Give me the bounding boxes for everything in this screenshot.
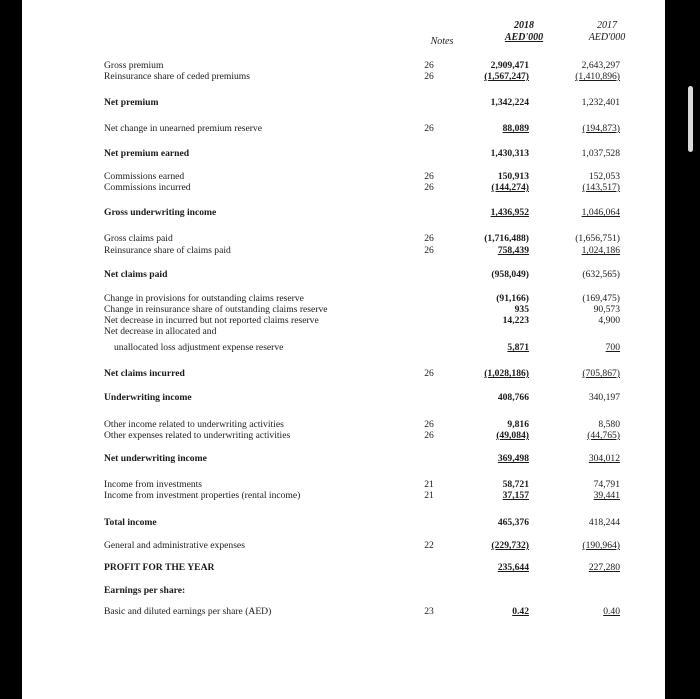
row-label: Underwriting income — [104, 392, 192, 403]
value-2018: (91,166) — [496, 293, 529, 304]
row-label: Total income — [104, 517, 157, 528]
row-label: Earnings per share: — [104, 585, 186, 596]
value-2017: (632,565) — [582, 269, 620, 280]
row-label: PROFIT FOR THE YEAR — [104, 562, 215, 573]
table-row — [22, 269, 665, 281]
table-row — [22, 562, 665, 574]
value-2017: 340,197 — [588, 392, 620, 403]
value-2018: 465,376 — [497, 517, 529, 528]
column-header-2018 — [484, 20, 564, 44]
table-row — [22, 453, 665, 465]
value-2017: (143,517) — [582, 182, 620, 193]
table-row — [22, 606, 665, 618]
value-2018: 58,721 — [502, 479, 529, 490]
row-note: 26 — [424, 71, 434, 82]
value-2018: 88,089 — [502, 123, 529, 134]
value-2017: 39,441 — [593, 490, 620, 501]
value-2018: (1,567,247) — [484, 71, 529, 82]
table-row — [22, 326, 665, 338]
value-2017: 418,244 — [588, 517, 620, 528]
value-2017: 2,643,297 — [581, 60, 620, 71]
year-2018: 2018 — [514, 20, 534, 31]
value-2018: 150,913 — [497, 171, 529, 182]
table-row — [22, 392, 665, 404]
row-label: Other income related to underwriting activities — [104, 419, 284, 430]
column-header-2017 — [572, 20, 642, 44]
value-2017: 90,573 — [593, 304, 620, 315]
notes-column-header: Notes — [430, 36, 454, 47]
value-2018: 5,871 — [507, 342, 529, 353]
value-2018: 1,342,224 — [490, 97, 529, 108]
value-2017: 700 — [605, 342, 620, 353]
table-row — [22, 517, 665, 529]
value-2018: 0.42 — [512, 606, 529, 617]
row-note: 23 — [424, 606, 434, 617]
value-2018: 369,498 — [497, 453, 529, 464]
row-label: Net claims incurred — [104, 368, 185, 379]
value-2017: (190,964) — [582, 540, 620, 551]
row-label: Gross underwriting income — [104, 207, 217, 218]
row-label: Net decrease in incurred but not reported claims reserve — [104, 315, 319, 326]
value-2017: 152,053 — [588, 171, 620, 182]
value-2017: 0.40 — [603, 606, 620, 617]
value-2018: 1,436,952 — [490, 207, 529, 218]
table-row — [22, 430, 665, 442]
value-2018: (958,049) — [491, 269, 529, 280]
value-2018: (229,732) — [491, 540, 529, 551]
row-label: Income from investments — [104, 479, 203, 490]
value-2017: 4,900 — [598, 315, 620, 326]
value-2017: (705,867) — [582, 368, 620, 379]
row-label: Gross claims paid — [104, 233, 173, 244]
value-2018: 235,644 — [497, 562, 529, 573]
value-2018: (1,716,488) — [484, 233, 529, 244]
table-row — [22, 245, 665, 257]
value-2018: 14,223 — [502, 315, 529, 326]
row-note: 26 — [424, 430, 434, 441]
value-2017: (1,410,896) — [575, 71, 620, 82]
value-2017: (44,765) — [587, 430, 620, 441]
table-row — [22, 97, 665, 109]
row-note: 26 — [424, 182, 434, 193]
row-label: Income from investment properties (rental income) — [104, 490, 301, 501]
value-2018: 935 — [514, 304, 529, 315]
table-row — [22, 182, 665, 194]
row-label: Net change in unearned premium reserve — [104, 123, 262, 134]
table-row — [22, 585, 665, 597]
value-2017: 1,232,401 — [581, 97, 620, 108]
year-2017: 2017 — [597, 20, 617, 31]
scrollbar-thumb[interactable] — [688, 86, 693, 152]
table-row — [22, 540, 665, 552]
table-row — [22, 123, 665, 135]
row-note: 26 — [424, 419, 434, 430]
row-note: 26 — [424, 368, 434, 379]
row-label: General and administrative expenses — [104, 540, 245, 551]
value-2018: 37,157 — [502, 490, 529, 501]
value-2017: 227,280 — [588, 562, 620, 573]
statement-page — [22, 0, 665, 699]
value-2018: 2,909,471 — [490, 60, 529, 71]
table-row — [22, 368, 665, 380]
value-2017: 1,046,064 — [581, 207, 620, 218]
row-label: Change in provisions for outstanding claims reserve — [104, 293, 304, 304]
row-note: 21 — [424, 490, 434, 501]
row-note: 21 — [424, 479, 434, 490]
row-note: 26 — [424, 171, 434, 182]
row-label: Reinsurance share of ceded premiums — [104, 71, 250, 82]
value-2017: (169,475) — [582, 293, 620, 304]
row-note: 26 — [424, 123, 434, 134]
value-2018: 1,430,313 — [490, 148, 529, 159]
table-row — [22, 342, 665, 354]
table-row — [22, 148, 665, 160]
row-note: 22 — [424, 540, 434, 551]
row-note: 26 — [424, 233, 434, 244]
value-2017: 74,791 — [593, 479, 620, 490]
table-row — [22, 490, 665, 502]
unit-2018: AED'000 — [504, 32, 544, 43]
table-row — [22, 233, 665, 245]
value-2018: 408,766 — [497, 392, 529, 403]
value-2018: 9,816 — [507, 419, 529, 430]
row-label: Reinsurance share of claims paid — [104, 245, 231, 256]
table-row — [22, 71, 665, 83]
value-2017: 304,012 — [588, 453, 620, 464]
value-2017: 1,037,528 — [581, 148, 620, 159]
row-label: Net claims paid — [104, 269, 168, 280]
row-label: Net decrease in allocated and — [104, 326, 217, 337]
value-2017: (194,873) — [582, 123, 620, 134]
row-note: 26 — [424, 60, 434, 71]
row-label: Other expenses related to underwriting activities — [104, 430, 291, 441]
row-note: 26 — [424, 245, 434, 256]
row-label: Net premium — [104, 97, 159, 108]
value-2017: (1,656,751) — [575, 233, 620, 244]
row-label: Basic and diluted earnings per share (AED) — [104, 606, 272, 617]
row-label: Gross premium — [104, 60, 164, 71]
unit-2017: AED'000 — [588, 32, 626, 43]
value-2018: 758,439 — [497, 245, 529, 256]
value-2018: (1,028,186) — [484, 368, 529, 379]
row-label: Change in reinsurance share of outstanding claims reserve — [104, 304, 328, 315]
value-2018: (144,274) — [491, 182, 529, 193]
row-label: Net underwriting income — [104, 453, 207, 464]
row-label: Net premium earned — [104, 148, 190, 159]
table-row — [22, 207, 665, 219]
row-label: Commissions incurred — [104, 182, 191, 193]
value-2018: (49,084) — [496, 430, 529, 441]
row-label: unallocated loss adjustment expense reserve — [114, 342, 284, 353]
row-label: Commissions earned — [104, 171, 185, 182]
value-2017: 8,580 — [598, 419, 620, 430]
value-2017: 1,024,186 — [581, 245, 620, 256]
